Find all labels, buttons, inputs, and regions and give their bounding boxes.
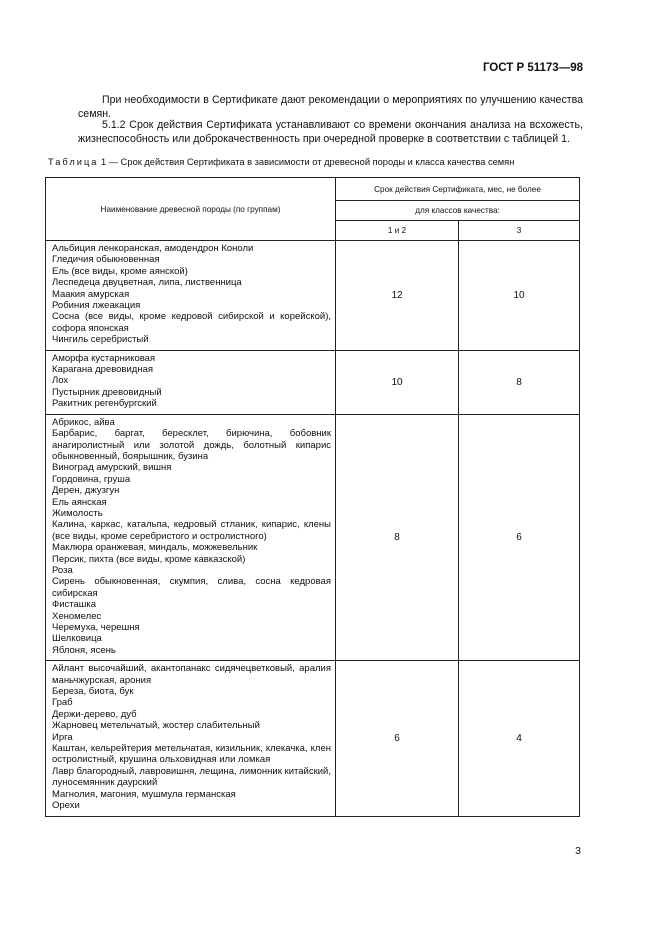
species-cell [46, 241, 336, 351]
species-entry: Калина, каркас, катальпа, кедровый стланик, кипарис, клены (все виды, кроме серебристого и остролистного) [52, 519, 331, 542]
column-header-classes: для классов качества: [336, 201, 580, 221]
paragraph-validity: 5.1.2 Срок действия Сертификата устанавливают со времени окончания анализа на всхожесть, жизнеспособность или доброкачественность при очередной проверке в соответствии с таблицей 1. [78, 119, 583, 146]
validity-class-1-2: 8 [336, 414, 459, 661]
species-entry: Ирга [52, 731, 73, 743]
validity-class-1-2: 10 [336, 350, 459, 414]
species-entry: Яблоня, ясень [52, 644, 116, 656]
validity-class-3: 8 [459, 350, 580, 414]
species-entry: Айлант высочайший, акантопанакс сидячецветковый, аралия маньчжурская, арония [52, 663, 331, 686]
validity-table [45, 177, 580, 817]
species-cell [46, 661, 336, 816]
species-entry: Держи-дерево, дуб [52, 708, 137, 720]
species-entry: Орехи [52, 800, 80, 812]
species-entry: Альбиция ленкоранская, амодендрон Коноли [52, 243, 254, 254]
column-header-species: Наименование древесной породы (по группам) [46, 178, 336, 241]
species-entry: Лавр благородный, лавровишня, лещина, лимонник китайский, луносемянник даурский [52, 765, 331, 789]
validity-class-1-2: 12 [336, 241, 459, 351]
species-entry: Граб [52, 697, 73, 709]
species-entry: Фисташка [52, 599, 97, 611]
column-header-class-1-2: 1 и 2 [336, 221, 459, 241]
column-header-validity: Срок действия Сертификата, мес, не более [336, 178, 580, 201]
document-id: ГОСТ Р 51173—98 [482, 62, 583, 74]
species-entry: Ель аянская [52, 496, 107, 508]
species-entry: Леспедеца двуцветная, липа, лиственница [52, 277, 242, 289]
species-entry: Аморфа кустарниковая [52, 352, 156, 364]
validity-class-3: 10 [459, 241, 580, 351]
species-entry: Гордовина, груша [52, 473, 131, 485]
paragraph-recommendations: При необходимости в Сертификате дают рекомендации о мероприятиях по улучшению качества семян. [78, 94, 583, 121]
species-entry: Маклюра оранжевая, миндаль, можжевельник [52, 542, 258, 554]
table-row [46, 661, 580, 816]
species-entry: Жарновец метельчатый, жостер слабительный [52, 720, 260, 732]
species-entry: Ракитник регенбургский [52, 398, 157, 410]
table-caption-prefix: Таблица [48, 157, 99, 167]
species-entry: Маакия амурская [52, 288, 130, 300]
species-entry: Шелковица [52, 633, 102, 645]
species-entry: Виноград амурский, вишня [52, 462, 172, 474]
species-entry: Роза [52, 564, 73, 576]
table-caption [48, 157, 588, 167]
species-entry: Ель (все виды, кроме аянской) [52, 265, 188, 277]
validity-class-1-2: 6 [336, 661, 459, 816]
species-entry: Барбарис, баргат, бересклет, бирючина, бобовник анагиролистный или золотой дождь, болотный кипарис обыкновенный, боярышник, бузина [52, 428, 331, 462]
species-cell [46, 414, 336, 661]
species-entry: Сирень обыкновенная, скумпия, слива, сосна кедровая сибирская [52, 576, 331, 599]
table-row [46, 350, 580, 414]
species-entry: Абрикос, айва [52, 416, 115, 428]
species-entry: Пустырник древовидный [52, 386, 162, 398]
species-entry: Чингиль серебристый [52, 334, 149, 346]
table-row [46, 241, 580, 351]
table-row [46, 414, 580, 661]
page-number: 3 [575, 845, 581, 857]
species-entry: Гледичия обыкновенная [52, 254, 160, 266]
species-entry: Магнолия, магония, мушмула германская [52, 788, 236, 800]
species-entry: Жимолость [52, 507, 103, 519]
validity-class-3: 4 [459, 661, 580, 816]
species-entry: Черемуха, черешня [52, 622, 140, 633]
species-entry: Лох [52, 375, 69, 387]
species-entry: Персик, пихта (все виды, кроме кавказской) [52, 553, 246, 565]
table-body [46, 241, 580, 817]
species-cell [46, 350, 336, 414]
species-entry: Карагана древовидная [52, 364, 153, 376]
validity-class-3: 6 [459, 414, 580, 661]
species-entry: Каштан, кельрейтерия метельчатая, кизильник, клекачка, клен остролистный, крушина ольховидная или ломкая [52, 743, 331, 766]
species-entry: Хеномелес [52, 610, 102, 622]
species-entry: Робиния лжеакация [52, 300, 141, 312]
species-entry: Дерен, джузгун [52, 485, 120, 497]
species-entry: Береза, биота, бук [52, 686, 134, 698]
table-caption-text: 1 — Срок действия Сертификата в зависимости от древесной породы и класса качества семян [101, 157, 515, 167]
column-header-class-3: 3 [459, 221, 580, 241]
species-entry: Сосна (все виды, кроме кедровой сибирской и корейской), софора японская [52, 311, 331, 334]
